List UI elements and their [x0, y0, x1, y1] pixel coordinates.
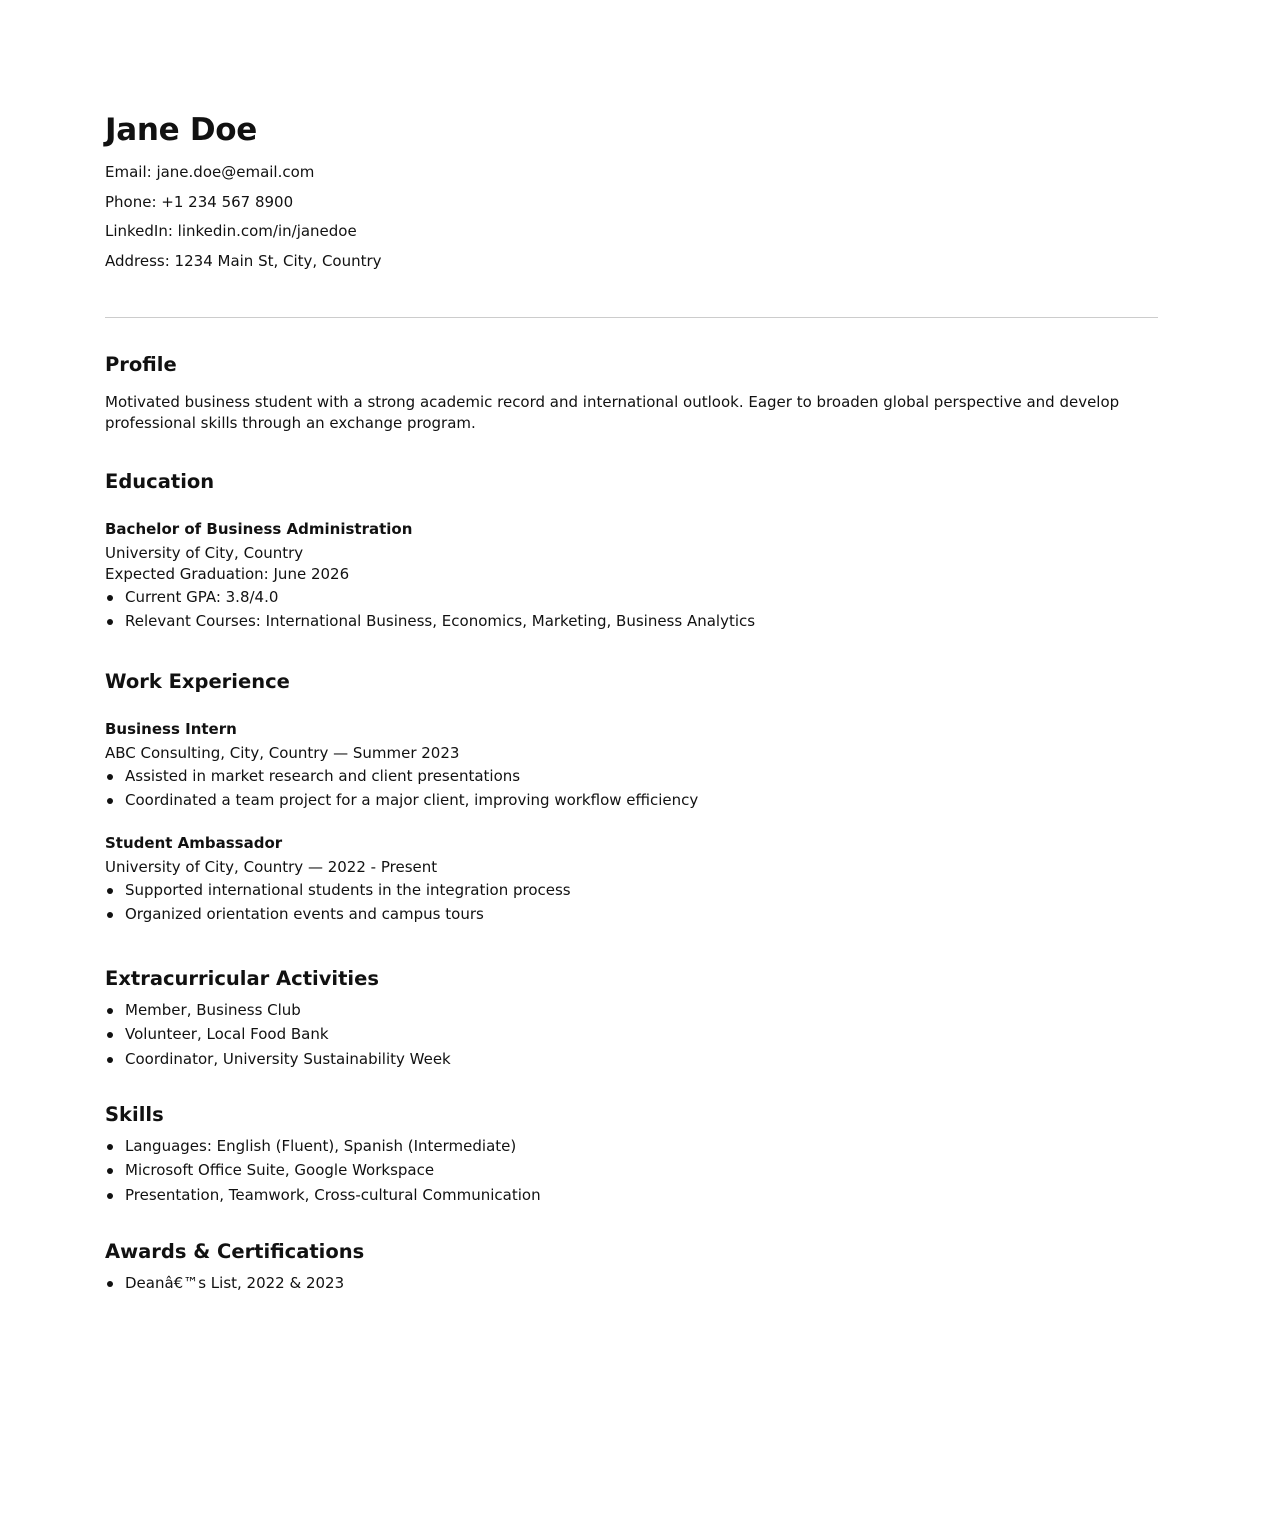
list-item: Relevant Courses: International Business, Economics, Marketing, Business Analytics: [105, 609, 1158, 633]
list-item: Languages: English (Fluent), Spanish (Intermediate): [105, 1134, 1158, 1158]
awards-list: [105, 1271, 1158, 1295]
job-title: Student Ambassador: [105, 833, 283, 852]
contact-info: [105, 162, 382, 280]
graduation-date: Expected Graduation: June 2026: [105, 565, 350, 583]
header-divider: [105, 317, 1158, 318]
list-item: Assisted in market research and client presentations: [105, 764, 1158, 788]
job-bullets: [105, 878, 1158, 927]
profile-text: Motivated business student with a strong academic record and international outlook. Eager to broaden global perspective and develop professional skills through an exchange program.: [105, 393, 1120, 432]
contact-phone: Phone: +1 234 567 8900: [105, 192, 294, 211]
list-item: Presentation, Teamwork, Cross-cultural Communication: [105, 1183, 1158, 1207]
extracurricular-list: [105, 998, 1158, 1071]
contact-email: Email: jane.doe@email.com: [105, 163, 315, 181]
extracurricular-heading: Extracurricular Activities: [105, 967, 379, 990]
list-item: Volunteer, Local Food Bank: [105, 1022, 1158, 1046]
list-item: Member, Business Club: [105, 998, 1158, 1022]
skills-list: [105, 1134, 1158, 1207]
list-item: Coordinator, University Sustainability Week: [105, 1047, 1158, 1071]
job-meta: University of City, Country — 2022 - Present: [105, 857, 438, 876]
job-meta: ABC Consulting, City, Country — Summer 2023: [105, 744, 460, 762]
contact-linkedin: LinkedIn: linkedin.com/in/janedoe: [105, 222, 357, 241]
profile-section: [105, 352, 1158, 434]
list-item: Organized orientation events and campus tours: [105, 902, 1158, 926]
education-heading: Education: [105, 470, 215, 493]
awards-heading: Awards & Certifications: [105, 1240, 365, 1263]
extracurricular-section: [105, 966, 1158, 1071]
profile-heading: Profile: [105, 353, 177, 376]
job-bullets: [105, 764, 1158, 813]
education-bullets: [105, 585, 1158, 634]
list-item: Deanâ€™s List, 2022 & 2023: [105, 1271, 1158, 1295]
list-item: Current GPA: 3.8/4.0: [105, 585, 1158, 609]
education-section: [105, 469, 1158, 634]
skills-section: [105, 1102, 1158, 1207]
skills-heading: Skills: [105, 1103, 164, 1126]
school-name: University of City, Country: [105, 544, 304, 562]
awards-section: [105, 1239, 1158, 1295]
job-title: Business Intern: [105, 720, 237, 738]
list-item: Supported international students in the integration process: [105, 878, 1158, 902]
contact-address: Address: 1234 Main St, City, Country: [105, 251, 382, 270]
work-section: [105, 669, 1158, 926]
list-item: Microsoft Office Suite, Google Workspace: [105, 1158, 1158, 1182]
candidate-name: Jane Doe: [105, 112, 257, 148]
degree-title: Bachelor of Business Administration: [105, 520, 413, 538]
list-item: Coordinated a team project for a major client, improving workflow efficiency: [105, 788, 1158, 812]
work-heading: Work Experience: [105, 670, 290, 693]
